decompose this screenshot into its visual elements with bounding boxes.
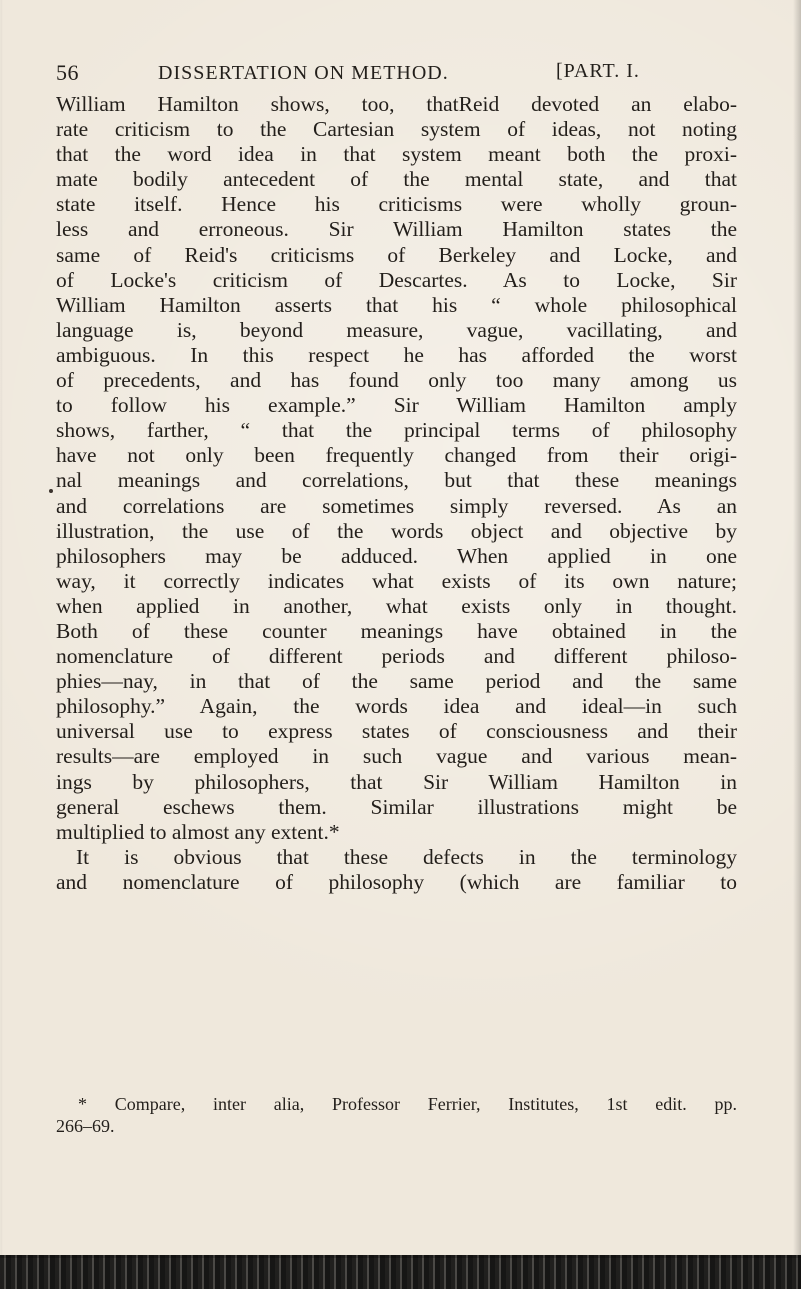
body-line-3: that the word idea in that system meant both the proxi- — [56, 142, 737, 167]
footnote — [56, 1093, 737, 1137]
body-line-1: William Hamilton shows, too, thatReid devoted an elabo- — [56, 92, 737, 116]
body-line-24: phies—nay, in that of the same period and the same — [56, 669, 737, 694]
body-line-29: general eschews them. Similar illustrations might be — [56, 794, 737, 819]
body-line-4: mate bodily antecedent of the mental state, and that — [56, 167, 737, 192]
body-line-8: of Locke's criticism of Descartes. As to Locke, Sir — [56, 267, 737, 292]
body-line-32: and nomenclature of philosophy (which are familiar to — [56, 869, 737, 894]
body-line-30: multiplied to almost any extent.* — [56, 819, 340, 844]
body-line-19: philosophers may be adduced. When applied in one — [56, 543, 737, 568]
margin-mark — [49, 489, 53, 493]
body-line-27: results—are employed in such vague and various mean- — [56, 744, 737, 769]
footnote-line-2: 266–69. — [56, 1116, 115, 1136]
body-line-6: less and erroneous. Sir William Hamilton states the — [56, 217, 737, 242]
body-text — [56, 92, 737, 895]
body-line-31: It is obvious that these defects in the terminology — [76, 844, 737, 869]
body-line-20: way, it correctly indicates what exists of its own nature; — [56, 568, 737, 593]
body-line-11: ambiguous. In this respect he has afforded the worst — [56, 342, 737, 367]
page-edge-shadow — [793, 0, 801, 1289]
body-line-18: illustration, the use of the words object and objective by — [56, 518, 737, 543]
body-line-22: Both of these counter meanings have obtained in the — [56, 618, 737, 643]
body-line-14: shows, farther, “ that the principal terms of philosophy — [56, 418, 737, 443]
body-line-15: have not only been frequently changed from their origi- — [56, 443, 737, 468]
body-line-5: state itself. Hence his criticisms were wholly groun- — [56, 192, 737, 217]
body-line-10: language is, beyond measure, vague, vacillating, and — [56, 317, 737, 342]
scan-bottom-band — [0, 1255, 801, 1289]
body-line-26: universal use to express states of consciousness and their — [56, 719, 737, 744]
body-line-21: when applied in another, what exists only in thought. — [56, 593, 737, 618]
body-line-7: same of Reid's criticisms of Berkeley and Locke, and — [56, 242, 737, 267]
page-number: 56 — [56, 60, 79, 85]
footnote-line-1: * Compare, inter alia, Professor Ferrier, Institutes, 1st edit. pp. — [78, 1094, 737, 1114]
body-line-13: to follow his example.” Sir William Hamilton amply — [56, 393, 737, 418]
body-line-9: William Hamilton asserts that his “ whole philosophical — [56, 292, 737, 317]
body-line-28: ings by philosophers, that Sir William Hamilton in — [56, 769, 737, 794]
body-line-12: of precedents, and has found only too many among us — [56, 368, 737, 393]
running-title: DISSERTATION ON METHOD. — [158, 62, 449, 84]
body-line-2: rate criticism to the Cartesian system of ideas, not noting — [56, 117, 737, 142]
running-header — [56, 60, 736, 90]
part-label: [PART. I. — [556, 60, 640, 82]
body-line-17: and correlations are sometimes simply reversed. As an — [56, 493, 737, 518]
body-line-16: nal meanings and correlations, but that these meanings — [56, 468, 737, 493]
body-line-25: philosophy.” Again, the words idea and ideal—in such — [56, 694, 737, 719]
body-line-23: nomenclature of different periods and different philoso- — [56, 644, 737, 669]
